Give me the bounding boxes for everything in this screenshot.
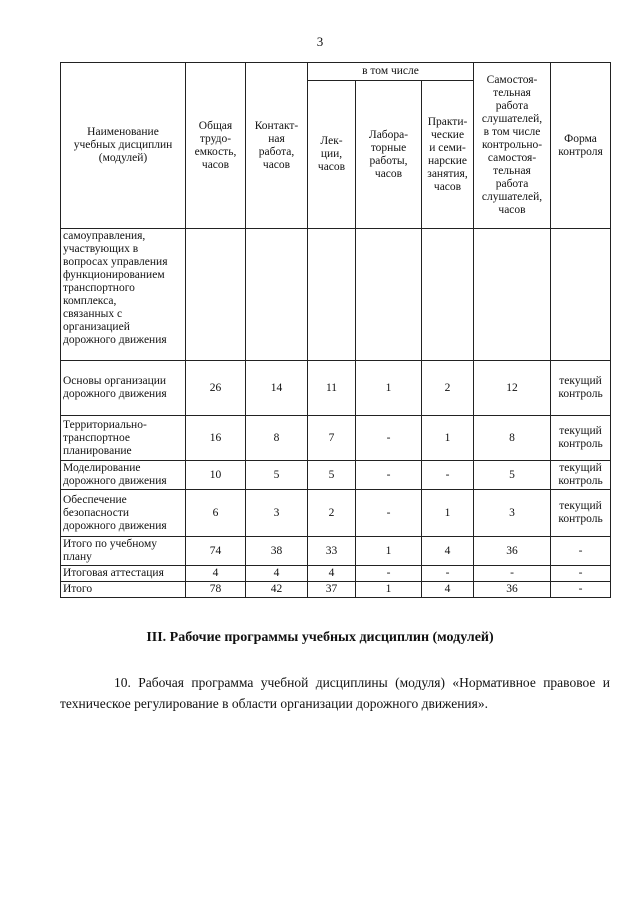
cell-total: 16 xyxy=(186,416,246,461)
curriculum-table xyxy=(60,62,611,598)
cell-self: 12 xyxy=(474,361,551,416)
cell-labs: - xyxy=(356,416,422,461)
cell-labs: - xyxy=(356,490,422,537)
cell-contact: 4 xyxy=(246,566,308,582)
cell-self: - xyxy=(474,566,551,582)
cell-contact: 14 xyxy=(246,361,308,416)
cell-name: Итоговая аттестация xyxy=(61,566,186,582)
cell-self: 5 xyxy=(474,461,551,490)
header-self: Самостоя- тельная работа слушателей, в том числе контрольно- самостоя- тельная работа слушателей, часов xyxy=(474,63,551,229)
header-contact: Контакт- ная работа, часов xyxy=(246,63,308,229)
cell-control: - xyxy=(551,566,611,582)
cell-contact: 38 xyxy=(246,537,308,566)
cell-self: 8 xyxy=(474,416,551,461)
cell-total: 78 xyxy=(186,582,246,598)
cell-total: 10 xyxy=(186,461,246,490)
cell-name: Итого по учебному плану xyxy=(61,537,186,566)
cell-name: Территориально- транспортное планирование xyxy=(61,416,186,461)
cell-practice: 1 xyxy=(422,490,474,537)
cell-labs: - xyxy=(356,566,422,582)
cell-control: текущий контроль xyxy=(551,416,611,461)
cell-practice: 4 xyxy=(422,582,474,598)
header-labs: Лабора- торные работы, часов xyxy=(356,81,422,229)
header-name: Наименование учебных дисциплин (модулей) xyxy=(61,63,186,229)
cell-control: - xyxy=(551,582,611,598)
cell-practice: - xyxy=(422,566,474,582)
page-number: 3 xyxy=(316,34,324,49)
cell-self: 36 xyxy=(474,582,551,598)
cell-labs: 1 xyxy=(356,582,422,598)
header-including: в том числе xyxy=(308,63,474,81)
cell-practice: 4 xyxy=(422,537,474,566)
cell-control: - xyxy=(551,537,611,566)
cell-lectures: 7 xyxy=(308,416,356,461)
table-row xyxy=(61,490,611,537)
header-control: Форма контроля xyxy=(551,63,611,229)
cell-contact: 42 xyxy=(246,582,308,598)
cell-labs: 1 xyxy=(356,537,422,566)
program-paragraph: 10. Рабочая программа учебной дисциплины (модуля) «Нормативное правовое и техническое регулирование в области организации дорожного движения». xyxy=(60,675,610,711)
cell-practice: 2 xyxy=(422,361,474,416)
cell-control: текущий контроль xyxy=(551,361,611,416)
cell-total: 4 xyxy=(186,566,246,582)
table-row xyxy=(61,461,611,490)
cell-control: текущий контроль xyxy=(551,461,611,490)
cell-lectures: 4 xyxy=(308,566,356,582)
table-row xyxy=(61,582,611,598)
table-row xyxy=(61,537,611,566)
cell-lectures: 2 xyxy=(308,490,356,537)
cell-labs: - xyxy=(356,461,422,490)
table-row xyxy=(61,416,611,461)
header-practice: Практи- ческие и семи- нарские занятия, часов xyxy=(422,81,474,229)
header-lectures: Лек- ции, часов xyxy=(308,81,356,229)
cell-total: 6 xyxy=(186,490,246,537)
table-row xyxy=(61,566,611,582)
cell-contact: 8 xyxy=(246,416,308,461)
cell-name: Обеспечение безопасности дорожного движения xyxy=(61,490,186,537)
cell-labs: 1 xyxy=(356,361,422,416)
cell-name: Итого xyxy=(61,582,186,598)
continuation-cell: самоуправления, участвующих в вопросах управления функционированием транспортного комплекса, связанных с организацией дорожного движения xyxy=(61,229,186,361)
cell-contact: 5 xyxy=(246,461,308,490)
cell-name: Основы организации дорожного движения xyxy=(61,361,186,416)
cell-lectures: 37 xyxy=(308,582,356,598)
cell-total: 74 xyxy=(186,537,246,566)
cell-lectures: 5 xyxy=(308,461,356,490)
table-row xyxy=(61,361,611,416)
cell-total: 26 xyxy=(186,361,246,416)
cell-lectures: 33 xyxy=(308,537,356,566)
cell-name: Моделирование дорожного движения xyxy=(61,461,186,490)
cell-self: 36 xyxy=(474,537,551,566)
cell-lectures: 11 xyxy=(308,361,356,416)
header-total: Общая трудо- емкость, часов xyxy=(186,63,246,229)
cell-contact: 3 xyxy=(246,490,308,537)
cell-control: текущий контроль xyxy=(551,490,611,537)
section-title: III. Рабочие программы учебных дисциплин (модулей) xyxy=(146,630,494,645)
table-row xyxy=(61,229,611,361)
cell-self: 3 xyxy=(474,490,551,537)
cell-practice: 1 xyxy=(422,416,474,461)
cell-practice: - xyxy=(422,461,474,490)
